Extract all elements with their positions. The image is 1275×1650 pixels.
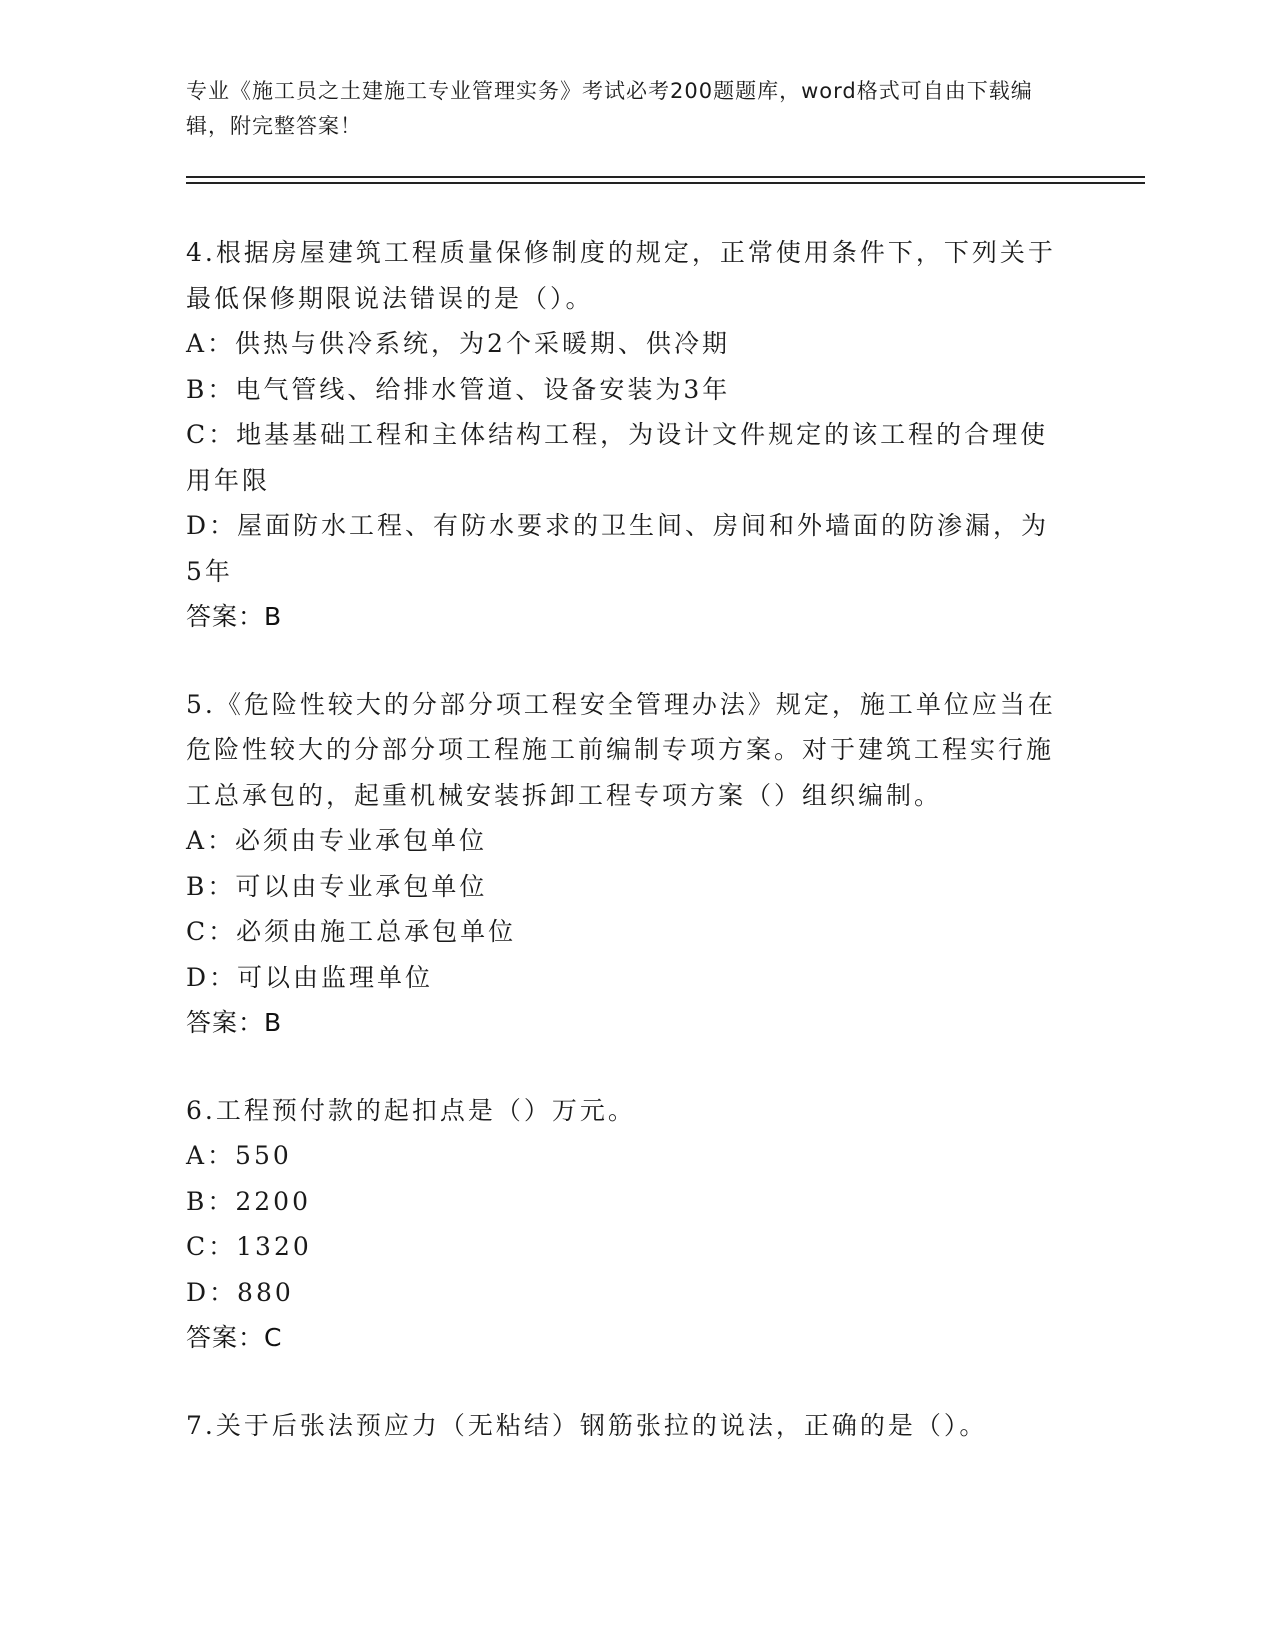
answer: 答案：B [186,602,283,631]
option-a: A：550 [186,1141,292,1170]
option-c: C：地基基础工程和主体结构工程，为设计文件规定的该工程的合理使用年限 [186,420,1049,495]
option-d: D：880 [186,1277,294,1307]
question-6 [186,1088,1066,1361]
option-b: B：电气管线、给排水管道、设备安装为3年 [186,374,731,404]
question-stem: 4.根据房屋建筑工程质量保修制度的规定，正常使用条件下，下列关于最低保修期限说法错误的是（）。 [186,238,1056,313]
option-a: A：供热与供冷系统，为2个采暖期、供冷期 [186,329,730,358]
option-a: A：必须由专业承包单位 [186,826,488,855]
option-b: B：2200 [186,1186,311,1216]
question-5 [186,682,1066,1046]
option-c: C：必须由施工总承包单位 [186,917,517,946]
header-divider-top [186,176,1145,178]
answer: 答案：C [186,1323,283,1352]
question-stem: 5.《危险性较大的分部分项工程安全管理办法》规定，施工单位应当在危险性较大的分部分项工程施工前编制专项方案。对于建筑工程实行施工总承包的，起重机械安装拆卸工程专项方案（）组织编制。 [186,689,1056,810]
question-4 [186,230,1066,640]
question-list [186,230,1066,1490]
question-stem: 7.关于后张法预应力（无粘结）钢筋张拉的说法，正确的是（）。 [186,1410,988,1440]
document-header: 专业《施工员之土建施工专业管理实务》考试必考200题题库，word格式可自由下载编辑，附完整答案！ [186,79,1033,138]
option-b: B：可以由专业承包单位 [186,871,488,901]
option-d: D：屋面防水工程、有防水要求的卫生间、房间和外墙面的防渗漏，为5年 [186,511,1050,586]
option-d: D：可以由监理单位 [186,962,434,992]
option-c: C：1320 [186,1232,312,1261]
question-stem: 6.工程预付款的起扣点是（）万元。 [186,1095,636,1125]
header-divider-bottom [186,182,1145,184]
question-7 [186,1403,1066,1449]
answer: 答案：B [186,1008,283,1037]
